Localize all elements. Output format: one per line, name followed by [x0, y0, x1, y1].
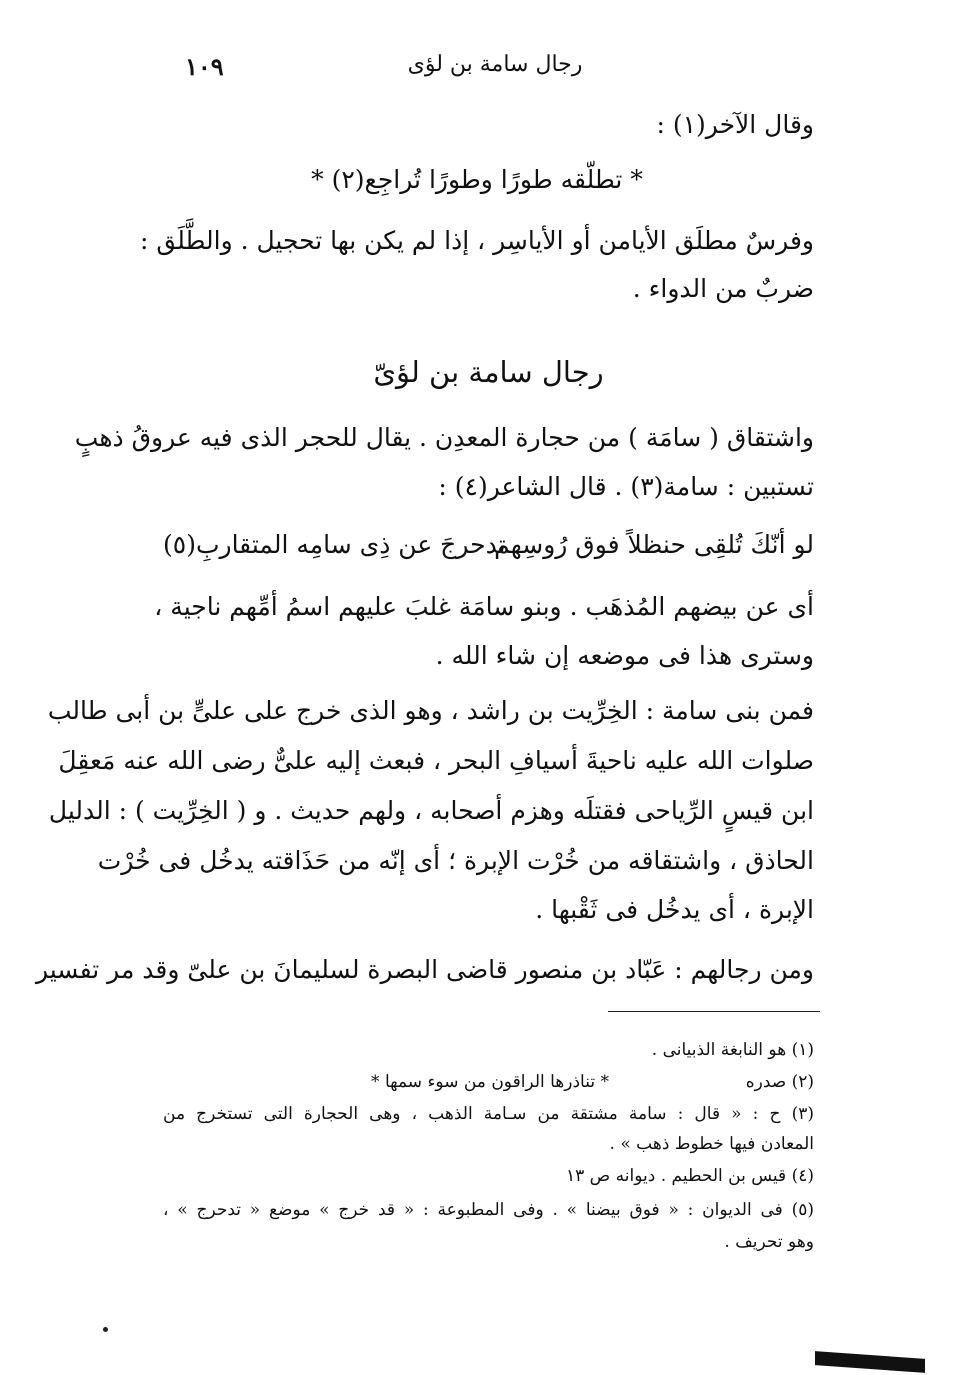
text-line: أى عن بيضهم المُذهَب . وبنو سامَة غلبَ عليهم اسمُ أمِّهم ناجية ،	[154, 592, 814, 621]
footnote-2-verse: * تناذرها الراقون من سوء سمها *	[371, 1072, 609, 1092]
running-title: رجال سامة بن لؤى	[407, 52, 583, 77]
text-line: ضربٌ من الدواء .	[632, 274, 814, 303]
verse-line	[163, 530, 814, 564]
footnote-3: (٣) ح : « قال : سامة مشتقة من سـامة الذهب ، وهى الحجارة التى تستخرج من	[163, 1104, 814, 1124]
footnote-3-cont: المعادن فيها خطوط ذهب » .	[609, 1134, 814, 1154]
verse-hemistich: * تطلّقه طورًا وطورًا تُراجِع(٢) *	[311, 165, 643, 194]
scan-speck	[103, 1327, 108, 1332]
text-line: تستبين : سامة(٣) . قال الشاعر(٤) :	[438, 472, 814, 501]
text-line: ومن رجالهم : عَبّاد بن منصور قاضى البصرة لسليمانَ بن علىّ وقد مر تفسير	[35, 955, 814, 984]
section-title: رجال سامة بن لؤىّ	[373, 355, 604, 389]
footnote-5: (٥) فى الديوان : « فوق بيضنا » . وفى المطبوعة : « قد خرج » موضع « تدحرج » ،	[163, 1200, 814, 1220]
verse-second-hemistich: تدحرجَ عن ذِى سامِه المتقاربِ(٥)	[163, 530, 506, 559]
scan-edge-mark	[815, 1351, 925, 1373]
text-line: واشتقاق ( سامَة ) من حجارة المعدِن . يقال للحجر الذى فيه عروقُ ذهبٍ	[74, 423, 814, 452]
page-number: ١٠٩	[185, 52, 224, 81]
text-line: فمن بنى سامة : الخِرِّيت بن راشد ، وهو الذى خرج على علىٍّ بن أبى طالب	[47, 696, 814, 725]
text-line: وسترى هذا فى موضعه إن شاء الله .	[435, 641, 814, 670]
footnote-2-label: (٢) صدره	[745, 1072, 814, 1092]
footnote-separator	[608, 1011, 820, 1012]
text-line: وقال الآخر(١) :	[656, 110, 814, 139]
footnote-4: (٤) قيس بن الحطيم . ديوانه ص ١٣	[566, 1166, 814, 1186]
text-line: الإبرة ، أى يدخُل فى ثَقْبها .	[535, 895, 814, 924]
verse-first-hemistich: لو أنّكَ تُلقِى حنظلاً فوق رُوسِهم	[494, 530, 814, 559]
text-line: صلوات الله عليه ناحيةَ أسيافِ البحر ، فبعث إليه علىٌّ رضى الله عنه مَعقِلَ	[58, 746, 814, 775]
text-line: الحاذق ، واشتقاقه من خُرْت الإبرة ؛ أى إنّه من حَذَاقته يدخُل فى خُرْت	[97, 846, 814, 875]
footnote-1: (١) هو النابغة الذبيانى .	[651, 1040, 814, 1060]
footnote-5-cont: وهو تحريف .	[724, 1232, 814, 1252]
footnote-2	[163, 1072, 814, 1096]
text-line: ابن قيسٍ الرِّياحى فقتلَه وهزم أصحابه ، ولهم حديث . و ( الخِرِّيت ) : الدليل	[48, 796, 814, 825]
text-line: وفرسٌ مطلَق الأيامن أو الأياسِر ، إذا لم يكن بها تحجيل . والطَّلَق :	[140, 226, 814, 255]
